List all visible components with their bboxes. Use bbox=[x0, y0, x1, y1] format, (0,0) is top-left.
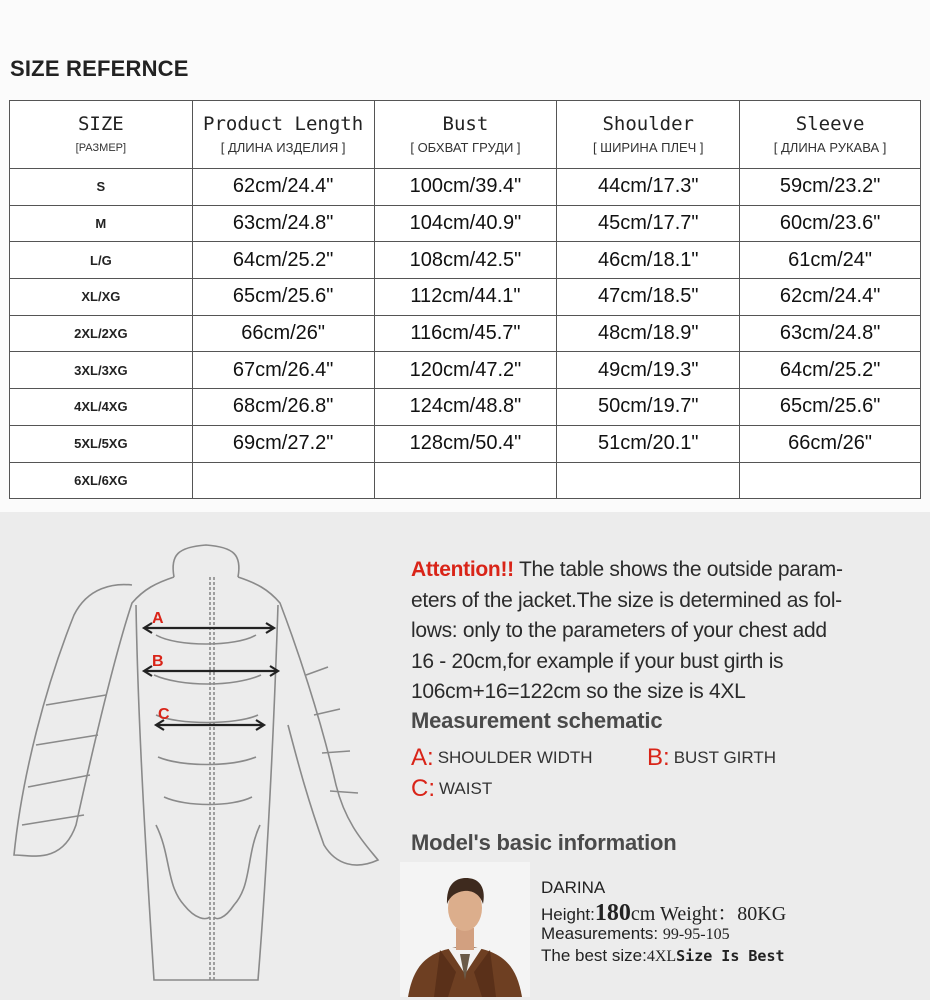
shoulder-cell: 44cm/17.3" bbox=[557, 169, 740, 206]
legend-c: C: WAIST bbox=[411, 775, 493, 802]
length-cell: 63cm/24.8" bbox=[192, 205, 374, 242]
jacket-diagram bbox=[6, 525, 388, 995]
sleeve-cell: 64cm/25.2" bbox=[740, 352, 921, 389]
attention-note: Attention!! The table shows the outside param- eters of the jacket.The size is determined as fol- lows: only to the parameters of your chest add 16 - 20cm,for example if your bust girth is 106cm+16=122cm so the size is 4XL bbox=[411, 558, 843, 703]
length-cell: 67cm/26.4" bbox=[192, 352, 374, 389]
bust-cell: 112cm/44.1" bbox=[374, 279, 557, 316]
table-row bbox=[10, 425, 921, 462]
sleeve-cell: 61cm/24" bbox=[740, 242, 921, 279]
size-cell: 3XL/3XG bbox=[10, 352, 193, 389]
table-row bbox=[10, 352, 921, 389]
bust-cell: 108cm/42.5" bbox=[374, 242, 557, 279]
length-cell: 65cm/25.6" bbox=[192, 279, 374, 316]
size-cell: M bbox=[10, 205, 193, 242]
diagram-label-b: B bbox=[152, 653, 164, 670]
table-row bbox=[10, 279, 921, 316]
shoulder-cell: 45cm/17.7" bbox=[557, 205, 740, 242]
sleeve-cell: 62cm/24.4" bbox=[740, 279, 921, 316]
sleeve-cell: 59cm/23.2" bbox=[740, 169, 921, 206]
shoulder-cell: 49cm/19.3" bbox=[557, 352, 740, 389]
length-cell bbox=[192, 462, 374, 499]
size-cell: 6XL/6XG bbox=[10, 462, 193, 499]
sleeve-cell: 65cm/25.6" bbox=[740, 389, 921, 426]
header-bust: Bust [ ОБХВАТ ГРУДИ ] bbox=[374, 101, 557, 169]
length-cell: 66cm/26" bbox=[192, 315, 374, 352]
header-shoulder: Shoulder [ ШИРИНА ПЛЕЧ ] bbox=[557, 101, 740, 169]
table-row bbox=[10, 315, 921, 352]
size-cell: 4XL/4XG bbox=[10, 389, 193, 426]
model-measurements: Measurements: 99-95-105 bbox=[541, 924, 730, 943]
sleeve-cell bbox=[740, 462, 921, 499]
bust-cell: 116cm/45.7" bbox=[374, 315, 557, 352]
page-title: SIZE REFERNCE bbox=[10, 56, 189, 81]
sleeve-cell: 60cm/23.6" bbox=[740, 205, 921, 242]
length-cell: 68cm/26.8" bbox=[192, 389, 374, 426]
model-photo bbox=[400, 862, 530, 997]
sleeve-cell: 66cm/26" bbox=[740, 425, 921, 462]
size-cell: XL/XG bbox=[10, 279, 193, 316]
table-row bbox=[10, 462, 921, 499]
bust-cell: 124cm/48.8" bbox=[374, 389, 557, 426]
size-cell: 2XL/2XG bbox=[10, 315, 193, 352]
shoulder-cell: 51cm/20.1" bbox=[557, 425, 740, 462]
model-height-weight: Height:180cm Weight：80KG bbox=[541, 900, 787, 926]
table-row bbox=[10, 205, 921, 242]
size-cell: 5XL/5XG bbox=[10, 425, 193, 462]
size-table bbox=[9, 100, 921, 499]
length-cell: 69cm/27.2" bbox=[192, 425, 374, 462]
size-cell: S bbox=[10, 169, 193, 206]
shoulder-cell: 48cm/18.9" bbox=[557, 315, 740, 352]
shoulder-cell: 50cm/19.7" bbox=[557, 389, 740, 426]
model-name: DARINA bbox=[541, 878, 606, 897]
shoulder-cell: 47cm/18.5" bbox=[557, 279, 740, 316]
bust-cell: 120cm/47.2" bbox=[374, 352, 557, 389]
header-size: SIZE [РАЗМЕР] bbox=[10, 101, 193, 169]
model-best-size: The best size:4XLSize Is Best bbox=[541, 946, 785, 965]
legend-a: A: SHOULDER WIDTH bbox=[411, 744, 593, 771]
bust-cell bbox=[374, 462, 557, 499]
schematic-heading: Measurement schematic bbox=[411, 708, 663, 733]
bust-cell: 104cm/40.9" bbox=[374, 205, 557, 242]
model-heading: Model's basic information bbox=[411, 830, 677, 855]
size-cell: L/G bbox=[10, 242, 193, 279]
length-cell: 62cm/24.4" bbox=[192, 169, 374, 206]
length-cell: 64cm/25.2" bbox=[192, 242, 374, 279]
diagram-label-c: C bbox=[158, 706, 170, 723]
sleeve-cell: 63cm/24.8" bbox=[740, 315, 921, 352]
attention-label: Attention!! bbox=[411, 558, 514, 581]
table-row bbox=[10, 169, 921, 206]
table-row bbox=[10, 242, 921, 279]
header-sleeve: Sleeve [ ДЛИНА РУКАВА ] bbox=[740, 101, 921, 169]
header-product-length: Product Length [ ДЛИНА ИЗДЕЛИЯ ] bbox=[192, 101, 374, 169]
shoulder-cell: 46cm/18.1" bbox=[557, 242, 740, 279]
diagram-label-a: A bbox=[152, 610, 164, 627]
model-portrait-image bbox=[400, 862, 530, 997]
bust-cell: 128cm/50.4" bbox=[374, 425, 557, 462]
jacket-outline bbox=[14, 545, 378, 980]
bust-cell: 100cm/39.4" bbox=[374, 169, 557, 206]
table-header-row bbox=[10, 101, 921, 169]
legend-b: B: BUST GIRTH bbox=[647, 744, 777, 771]
shoulder-cell bbox=[557, 462, 740, 499]
table-row bbox=[10, 389, 921, 426]
